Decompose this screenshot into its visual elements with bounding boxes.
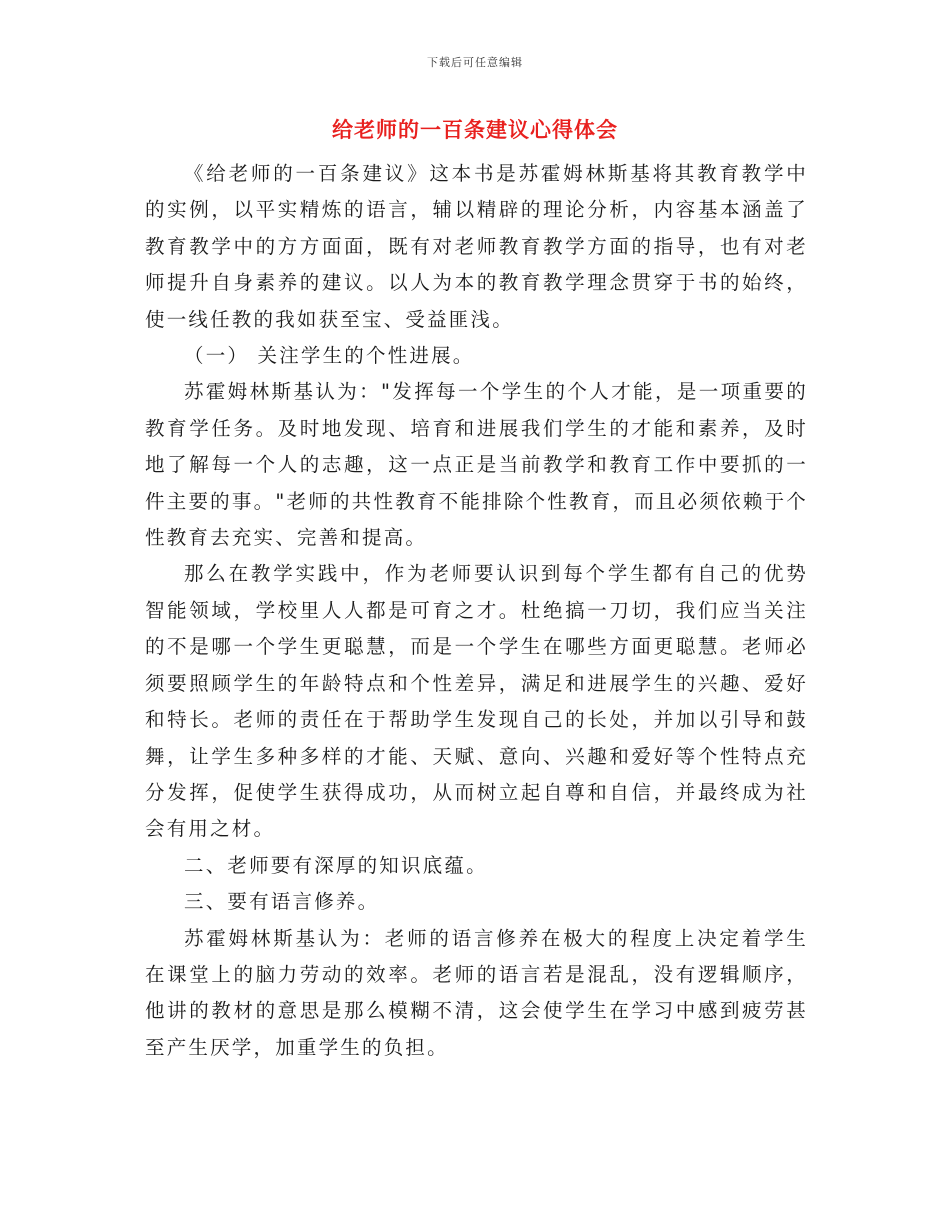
paragraph-heading-1: （一） 关注学生的个性进展。: [184, 344, 475, 368]
paragraph-intro: 《给老师的一百条建议》这本书是苏霍姆林斯基将其教育教学中的实例，以平实精炼的语言，辅以精辟的理论分析，内容基本涵盖了教育教学中的方方面面，既有对老师教育教学方面的指导，也有对老师提升自身素养的建议。以人为本的教育教学理念贯穿于书的始终，使一线任教的我如获至宝、受益匪浅。: [145, 162, 808, 331]
paragraph-heading-3: 三、要有语言修养。: [184, 890, 380, 914]
document-body: [145, 156, 808, 1066]
paragraph-quote-1: 苏霍姆林斯基认为："发挥每一个学生的个人才能，是一项重要的教育学任务。及时地发现、培育和进展我们学生的才能和素养，及时地了解每一个人的志趣，这一点正是当前教学和教育工作中要抓的一件主要的事。"老师的共性教育不能排除个性教育，而且必须依赖于个性教育去充实、完善和提高。: [145, 380, 808, 550]
paragraph-heading-2: 二、老师要有深厚的知识底蕴。: [184, 853, 488, 877]
header-note: 下载后可任意编辑: [427, 56, 523, 69]
document-title: 给老师的一百条建议心得体会: [332, 117, 618, 142]
paragraph-practice: 那么在教学实践中，作为老师要认识到每个学生都有自己的优势智能领域，学校里人人都是可育之才。杜绝搞一刀切，我们应当关注的不是哪一个学生更聪慧，而是一个学生在哪些方面更聪慧。老师必须要照顾学生的年龄特点和个性差异，满足和进展学生的兴趣、爱好和特长。老师的责任在于帮助学生发现自己的长处，并加以引导和鼓舞，让学生多种多样的才能、天赋、意向、兴趣和爱好等个性特点充分发挥，促使学生获得成功，从而树立起自尊和自信，并最终成为社会有用之材。: [145, 562, 808, 841]
paragraph-language: 苏霍姆林斯基认为：老师的语言修养在极大的程度上决定着学生在课堂上的脑力劳动的效率。老师的语言若是混乱，没有逻辑顺序，他讲的教材的意思是那么模糊不清，这会使学生在学习中感到疲劳甚至产生厌学，加重学生的负担。: [145, 926, 808, 1059]
